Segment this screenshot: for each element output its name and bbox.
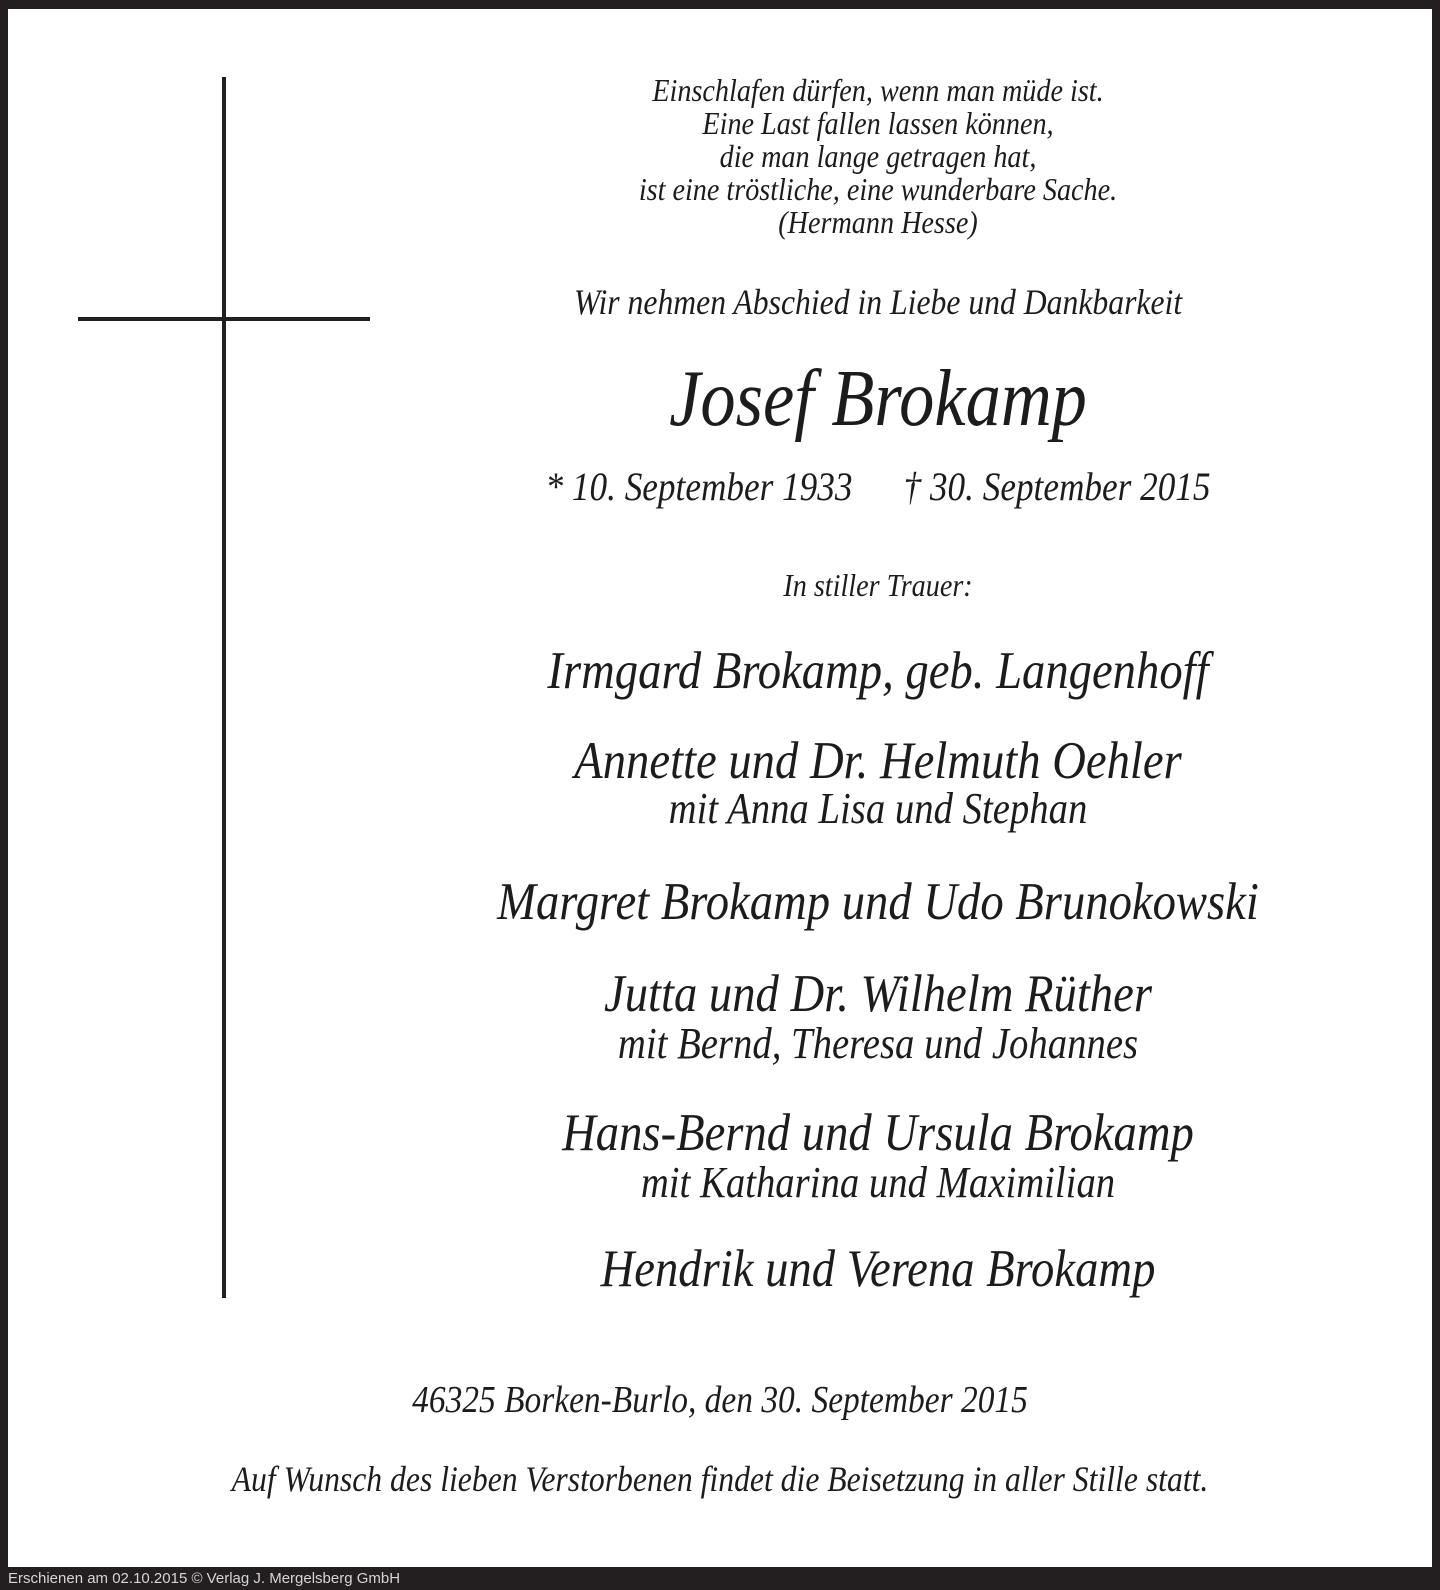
publisher-footer-bar (0, 1567, 1440, 1590)
publisher-footer-text: Erschienen am 02.10.2015 © Verlag J. Mergelsberg GmbH (8, 1570, 401, 1587)
mourner-entry: Annette und Dr. Helmuth Oehler (574, 732, 1182, 790)
place-and-date-line: 46325 Borken-Burlo, den 30. September 2015 (412, 1379, 1028, 1421)
quote-line: ist eine tröstliche, eine wunderbare Sache. (638, 171, 1118, 207)
mourner-entry: Hans-Bernd und Ursula Brokamp (562, 1104, 1194, 1162)
mourner-entry: Irmgard Brokamp, geb. Langenhoff (547, 642, 1209, 700)
quote-line: Eine Last fallen lassen können, (702, 105, 1054, 141)
mourner-entry-children: mit Katharina und Maximilian (640, 1158, 1116, 1207)
mourner-entry-children: mit Anna Lisa und Stephan (668, 784, 1088, 833)
mourner-entry: Hendrik und Verena Brokamp (600, 1240, 1156, 1298)
quote-line: Einschlafen dürfen, wenn man müde ist. (652, 72, 1104, 108)
opening-quote (369, 74, 1386, 239)
life-dates (369, 464, 1386, 510)
mourner-entry: Margret Brokamp und Udo Brunokowski (497, 873, 1259, 931)
obituary-sheet (8, 9, 1432, 1567)
mourner-entry-children: mit Bernd, Theresa und Johannes (617, 1019, 1139, 1068)
cross-horizontal-bar (78, 317, 370, 321)
death-date: † 30. September 2015 (903, 464, 1211, 509)
birth-date: * 10. September 1933 (545, 464, 853, 509)
quote-line: die man lange getragen hat, (719, 138, 1037, 174)
farewell-line: Wir nehmen Abschied in Liebe und Dankbarkeit (573, 282, 1183, 322)
quote-attribution: (Hermann Hesse) (778, 204, 978, 240)
mourning-intro: In stiller Trauer: (783, 567, 973, 603)
burial-note-line: Auf Wunsch des lieben Verstorbenen findet die Beisetzung in aller Stille statt. (231, 1459, 1209, 1499)
cross-vertical-bar (222, 77, 226, 1298)
deceased-name: Josef Brokamp (669, 355, 1087, 443)
mourner-entry: Jutta und Dr. Wilhelm Rüther (604, 965, 1152, 1023)
